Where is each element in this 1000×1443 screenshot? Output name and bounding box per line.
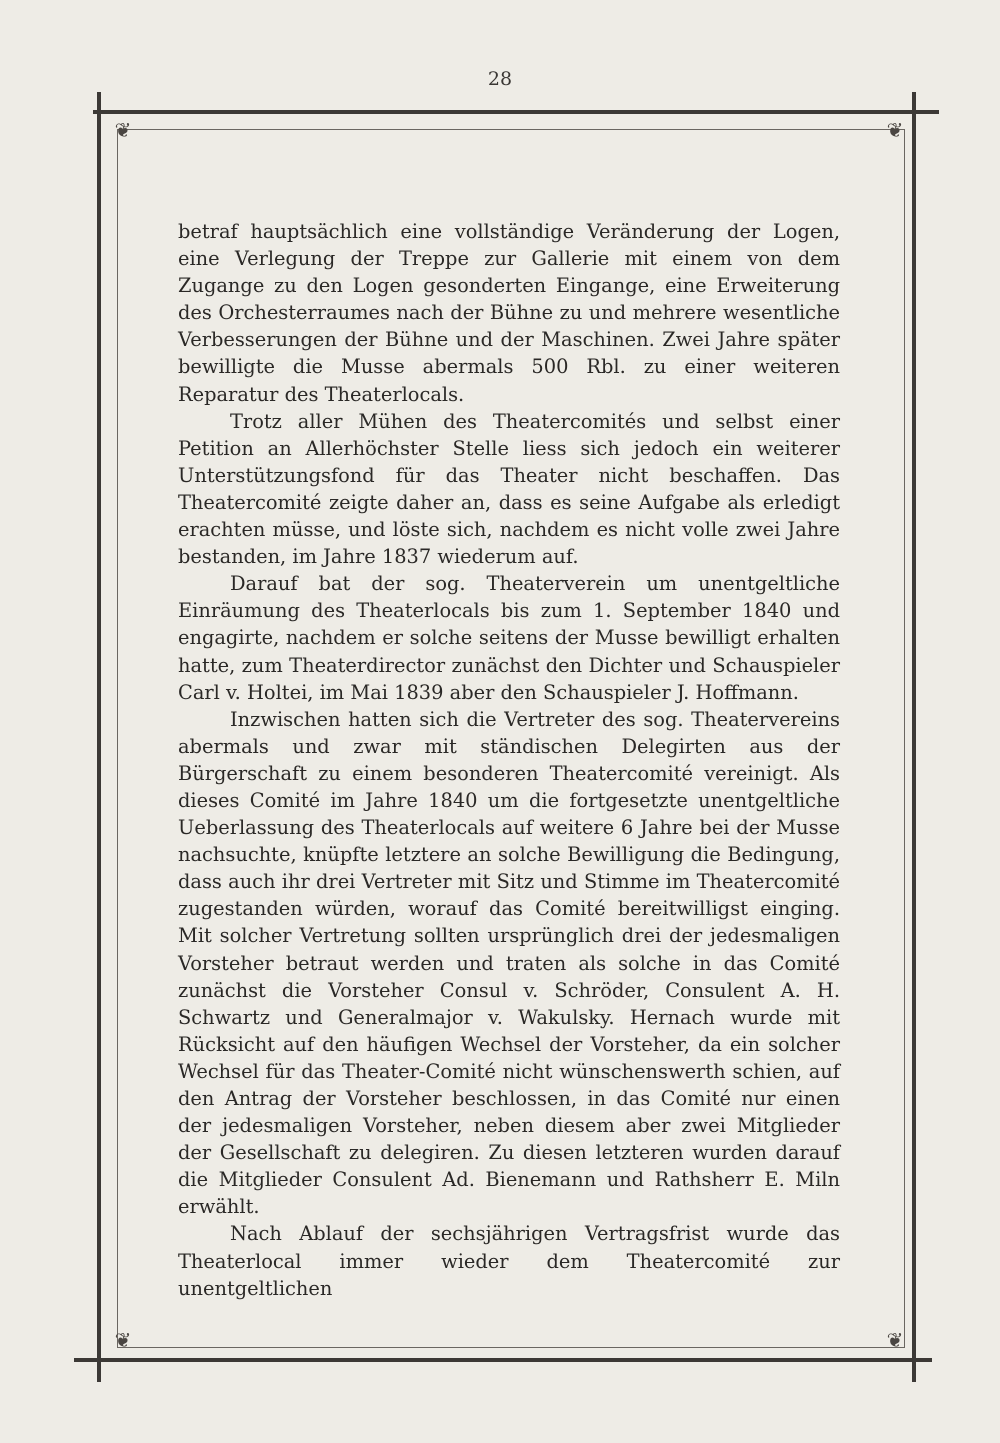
- corner-ornament-icon: ❦: [886, 118, 904, 142]
- left-border-rule: [97, 92, 101, 1382]
- body-text: [178, 218, 840, 1302]
- paragraph-4: Inzwischen hatten sich die Vertreter des sog. Theatervereins abermals und zwar mit ständischen Delegirten aus der Bürgerschaft zu einem besonderen Theatercomité vereinigt. Als dieses Comité im Jahre 1840 um die fortgesetzte unentgeltliche Ueberlassung des Theaterlocals auf weitere 6 Jahre bei der Musse nachsuchte, knüpfte letztere an solche Bewilligung die Bedingung, dass auch ihr drei Vertreter mit Sitz und Stimme im Theatercomité zugestanden würden, worauf das Comité bereitwilligst einging. Mit solcher Vertretung sollten ursprünglich drei der jedesmaligen Vorsteher betraut werden und traten als solche in das Comité zunächst die Vorsteher Consul v. Schröder, Consulent A. H. Schwartz und Generalmajor v. Wakulsky. Hernach wurde mit Rücksicht auf den häufigen Wechsel der Vorsteher, da ein solcher Wechsel für das Theater-Comité nicht wünschenswerth schien, auf den Antrag der Vorsteher beschlossen, in das Comité nur einen der jedesmaligen Vorsteher, neben diesem aber zwei Mitglieder der Gesellschaft zu delegiren. Zu diesen letzteren wurden darauf die Mitglieder Consulent Ad. Bienemann und Rathsherr E. Miln erwählt.: [178, 707, 840, 1219]
- page-number: 28: [487, 68, 513, 90]
- bottom-border-rule: [74, 1358, 932, 1362]
- top-border-rule: [93, 110, 939, 114]
- paragraph-5: Nach Ablauf der sechsjährigen Vertragsfrist wurde das Theaterlocal immer wieder dem Theatercomité zur unentgeltlichen: [178, 1222, 840, 1300]
- right-border-rule: [912, 92, 916, 1382]
- corner-ornament-icon: ❦: [114, 1328, 132, 1352]
- paragraph-2: Trotz aller Mühen des Theatercomités und selbst einer Petition an Allerhöchster Stelle liess sich jedoch ein weiterer Unterstützungsfond für das Theater nicht beschaffen. Das Theatercomité zeigte daher an, dass es seine Aufgabe als erledigt erachten müsse, und löste sich, nachdem es nicht volle zwei Jahre bestanden, im Jahre 1837 wiederum auf.: [178, 409, 840, 569]
- paragraph-3: Darauf bat der sog. Theaterverein um unentgeltliche Einräumung des Theaterlocals bis zum 1. September 1840 und engagirte, nachdem er solche seitens der Musse bewilligt erhalten hatte, zum Theaterdirector zunächst den Dichter und Schauspieler Carl v. Holtei, im Mai 1839 aber den Schauspieler J. Hoffmann.: [178, 572, 840, 704]
- corner-ornament-icon: ❦: [114, 118, 132, 142]
- corner-ornament-icon: ❦: [886, 1328, 904, 1352]
- paragraph-1: betraf hauptsächlich eine vollständige Veränderung der Logen, eine Verlegung der Treppe zur Gallerie mit einem von dem Zugange zu den Logen gesonderten Eingange, eine Erweiterung des Orchesterraumes nach der Bühne zu und mehrere wesentliche Verbesserungen der Bühne und der Maschinen. Zwei Jahre später bewilligte die Musse abermals 500 Rbl. zu einer weiteren Reparatur des Theaterlocals.: [178, 220, 840, 406]
